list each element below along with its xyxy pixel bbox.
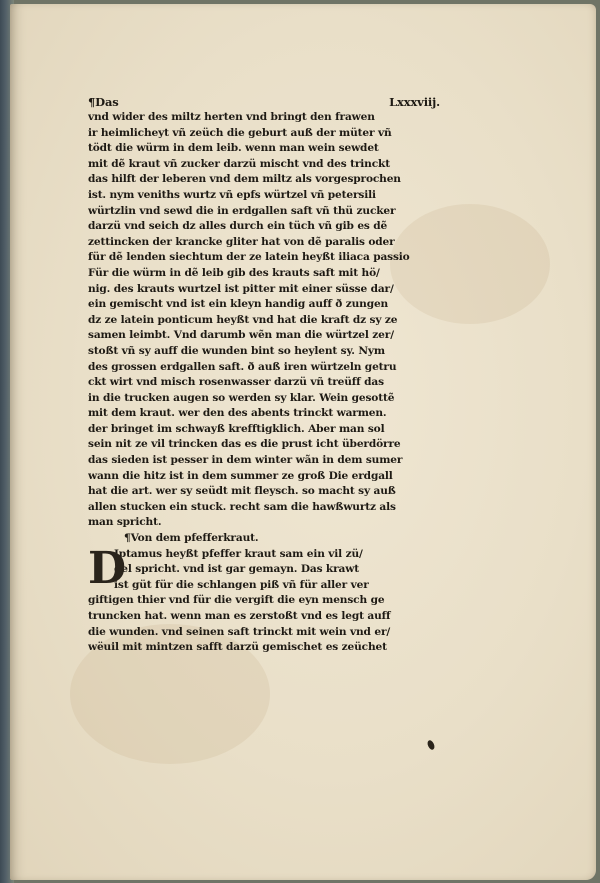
text-line: ir heimlicheyt vñ zeüch die geburt auß der müter vñ xyxy=(88,126,392,139)
text-line: zettincken der krancke gliter hat von dẽ paralis oder xyxy=(88,235,395,248)
section-pfefferkraut xyxy=(88,531,440,656)
folio-number: Lxxxviij. xyxy=(389,95,440,109)
text-line: Iptamus heyßt pfeffer kraut sam ein vil zü/ xyxy=(114,547,363,560)
text-line: Für die würm in dẽ leib gib des krauts saft mit hö/ xyxy=(88,266,380,279)
section-heading: ¶Von dem pfefferkraut. xyxy=(124,532,259,545)
text-line: des grossen erdgallen saft. ð auß iren würtzeln getru xyxy=(88,360,397,373)
page-header xyxy=(88,94,440,110)
text-line: ist. nym veniths wurtz vñ epfs würtzel vñ petersili xyxy=(88,188,376,201)
text-block xyxy=(88,94,440,656)
text-line: hat die art. wer sy seüdt mit fleysch. so macht sy auß xyxy=(88,485,396,498)
text-line: allen stucken ein stuck. recht sam die hawßwurtz als xyxy=(88,500,396,513)
text-line: ist güt für die schlangen piß vñ für aller ver xyxy=(114,578,369,591)
text-line: das hilft der leberen vnd dem miltz als vorgesprochen xyxy=(88,173,401,186)
text-line: man spricht. xyxy=(88,516,162,529)
text-line: ckt wirt vnd misch rosenwasser darzü vñ treüff das xyxy=(88,376,384,389)
text-line: vnd wider des miltz herten vnd bringt den frawen xyxy=(88,111,375,123)
text-line: ein gemischt vnd ist ein kleyn handig auff ð zungen xyxy=(88,298,389,311)
text-line: würtzlin vnd sewd die in erdgallen saft vñ thü zucker xyxy=(88,204,396,217)
text-line: für dẽ lenden siechtum der ze latein heyßt iliaca passio xyxy=(88,251,410,264)
text-line: samen leimbt. Vnd darumb wẽn man die würtzel zer/ xyxy=(88,329,394,342)
text-line: giftigen thier vnd für die vergift die eyn mensch ge xyxy=(88,594,385,607)
text-line: mit dẽ kraut vñ zucker darzü mischt vnd des trinckt xyxy=(88,157,390,170)
body-text xyxy=(88,110,440,531)
text-line: stoßt vñ sy auff die wunden bint so heylent sy. Nym xyxy=(88,344,385,357)
text-line: wëuil mit mintzen safft darzü gemischet es zeüchet xyxy=(88,641,387,654)
text-line: tödt die würm in dem leib. wenn man wein sewdet xyxy=(88,142,379,155)
text-line: mit dem kraut. wer den des abents trinckt warmen. xyxy=(88,407,387,420)
text-line: dz ze latein ponticum heyßt vnd hat die kraft dz sy ze xyxy=(88,313,398,326)
text-line: gel spricht. vnd ist gar gemayn. Das krawt xyxy=(114,563,359,576)
running-head: ¶Das xyxy=(88,95,119,109)
decorated-initial: D xyxy=(88,543,127,595)
text-line: darzü vnd seich dz alles durch ein tüch vñ gib es dẽ xyxy=(88,220,388,233)
text-line: nig. des krauts wurtzel ist pitter mit einer süsse dar/ xyxy=(88,282,394,295)
text-line: das sieden ist pesser in dem winter wãn in dem sumer xyxy=(88,454,403,467)
text-line: truncken hat. wenn man es zerstoßt vnd es legt auff xyxy=(88,610,391,622)
text-line: sein nit ze vil trincken das es die prust icht überdörre xyxy=(88,438,401,451)
text-line: der bringet im schwayß krefftigklich. Aber man sol xyxy=(88,422,385,435)
text-line: wann die hitz ist in dem summer ze groß Die erdgall xyxy=(88,469,393,482)
text-line: die wunden. vnd seinen saft trinckt mit wein vnd er/ xyxy=(88,625,391,638)
text-line: in die trucken augen so werden sy klar. Wein gesottẽ xyxy=(88,391,395,404)
